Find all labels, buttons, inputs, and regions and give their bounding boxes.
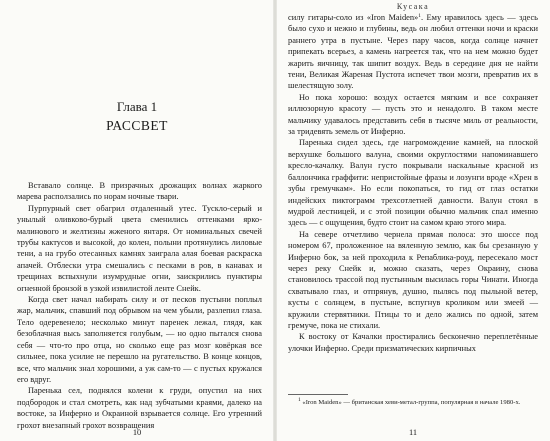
paragraph: К востоку от Качалки простирались бесконечно переплетённые улочки Инферно. Среди призматических кирпичных (288, 332, 538, 353)
paragraph: Но пока хорошо: воздух остается мягким и все сохраняет иллюзорную красоту — пусть это и ненадолго. В таком месте мальчику удавалось представить себя в тысяче миль от реальности, за тридевять земель от Инферно. (288, 92, 538, 137)
paragraph: Паренька сидел здесь, где нагромождение камней, на плоской верхушке большого валуна, своими округлостями напоминавшего кресло-качалку. Валун густо покрывали наскальные красной из баллончика граффити: непристойные фразы и лозунги вроде «Хрен в зубы гремучкам». Но если покопаться, то гид от глаз остатки индейских пиктограмм трехсотлетней давности. Валун стоял в мудрой лестницей, и с этой позиции обычно мальчик спал именно здесь — с ощущения, будто стоит на самом краю этого мира. (288, 138, 538, 228)
paragraph: Когда свет начал набирать силу и от песков пустыни поплыл жар, мальчик, спавший под обрывом на чем убыли, разлепил глаза. Тело одеревенело; несколько минут паренек лежал, глядя, как безоблачная высь заполняется голубым, — но одно пытался снова себя — что-то про отца, но сколько еще раз мозг ковёркая все сильнее, пока усилие не перешло на ругательство. В конце концов, все, что мальчик знал хорошими, а уж сам-то — с пустых кружался его вдруг. (17, 295, 262, 384)
footnote-marker[interactable]: 1 (418, 13, 421, 19)
footnote-number: 1 (298, 397, 301, 403)
page-number-left: 10 (132, 428, 142, 437)
right-body-text (288, 12, 538, 354)
paragraph-text: силу гитары-соло из «Iron Maiden» (288, 13, 419, 22)
left-page (0, 0, 274, 441)
paragraph: Пурпурный свет обагрил отдаленный утес. Тускло-серый и унылый оливково-бурый цвета сменились оттенками ярко-малинового и желтизны жженого янтаря. От номинальных свечей трубы кактусов и высокой, до колен, полыни протянулись лиловые тени, а на грубо отесанных камнях заиграла алая боевая раскраска апачей. Отблески утра смешались с песками в ров, в канавах и трещинах вспыхнули изумрудные огни, заискрились пунктиры огненной бронзой в узкой извилистой ленте Снейк. (17, 203, 262, 293)
left-body-text (17, 180, 262, 431)
paragraph: Вставало солнце. В призрачных дрожащих волнах жаркого марева расползались по норам ночные твари. (17, 181, 262, 202)
footnote (288, 399, 538, 407)
page-number-right: 11 (408, 428, 418, 437)
paragraph-text: . Ему нравилось здесь — здесь было сухо и нежно и глубины, ведь он любил оттенки ночи и краски раннего утра в пустыне. Через пару часов, когда солнце начнет припекать всерьез, а камень нагреется так, что на нем можно будет жарить яичницу, так шипит воздух. Ведь в середине дня не найти тени, Великая Жареная Пустота испечет твои мозги, превратив их в шелестящую золу. (288, 13, 538, 91)
paragraph: Паренька сел, поднялся колени к груди, опустил на них подбородок и стал смотреть, как над зубчатыми краями, далеко на востоке, за Инферно и Окраиной взрывается солнце. Его утренний грохот внезапный грохот возвращения (17, 386, 262, 430)
right-page (276, 0, 550, 441)
chapter-number: Глава 1 (116, 99, 158, 114)
footnote-text: «Iron Maiden» — британская хеви-метал-группа, популярная в начале 1980-х. (302, 399, 521, 406)
footnote-rule (288, 394, 348, 395)
chapter-title: РАССВЕТ (106, 118, 168, 133)
paragraph (288, 12, 538, 92)
paragraph: На севере отчетливо чернела прямая полоса: это шоссе под номером 67, проложенное на вяленную землю, как бы срезанную у Инферно бок, за ней проходила к Репаблика-роуд, пересекало мост через реку Снейк и, можно сказать, через Окраину, снова становилось трассой под пустынным высилась горы Чинати. Иногда схватывало глаз, и отпрянув, душно, пылясь под пыльной ветер, кусты с солнцем, в пустыне, вспугнув кроликом или змеей — кружили стервятники. Птицы то и дело жались по одной, затем гремуче, пока не стихали. (288, 229, 538, 330)
running-head: Кусака (396, 2, 430, 11)
